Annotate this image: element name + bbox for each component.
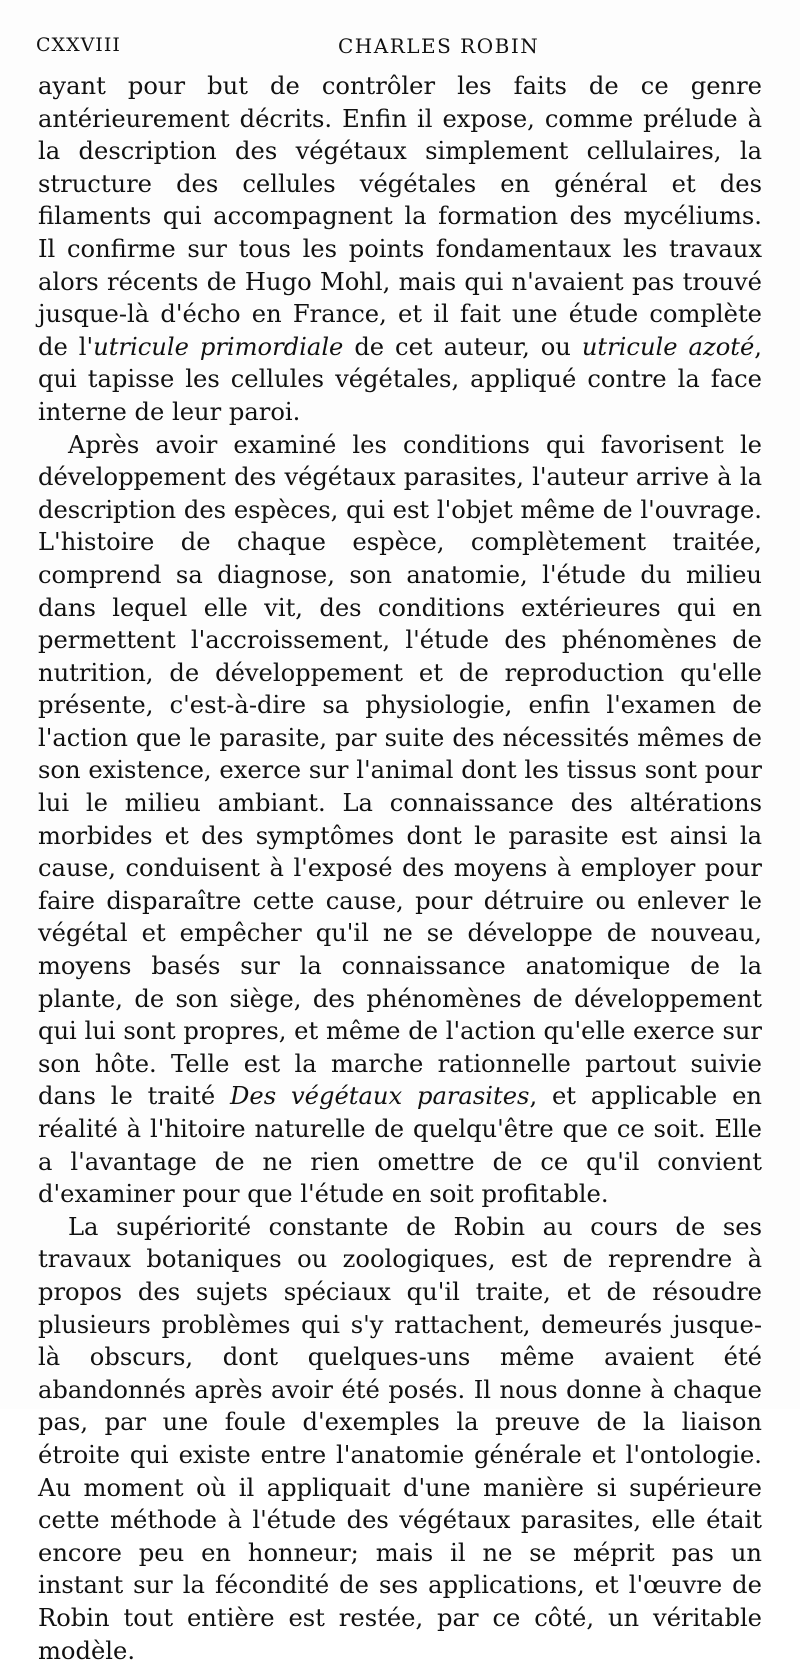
text-segment: Après avoir examiné les conditions qui favorisent le développement des végétaux parasites, l'auteur arrive à la description des espèces, qui est l'objet même de l'ouvrage. L'histoire de chaque espèce, complètement traitée, comprend sa diagnose, son anatomie, l'étude du milieu dans lequel elle vit, des conditions extérieures qui en permettent l'accroissement, l'étude des phénomènes de nutrition, de développement et de reproduction qu'elle présente, c'est-à-dire sa physiologie, enfin l'examen de l'action que le parasite, par suite des nécessités mêmes de son existence, exerce sur l'animal dont les tissus sont pour lui le milieu ambiant. La connaissance des altérations morbides et des symptômes dont le parasite est ainsi la cause, conduisent à l'exposé des moyens à employer pour faire disparaître cette cause, pour détruire ou enlever le végétal et empêcher qu'il ne se développe de nouveau, moyens basés sur la connaissance anatomique de la plante, de son siège, des phénomènes de développement qui lui sont propres, et même de l'action qu'elle exerce sur son hôte. Telle est la marche rationnelle partout suivie dans le traité [38,430,762,1111]
paragraph-2 [38,429,762,1211]
text-segment: , et applicable en réalité à l'hitoire naturelle de quelqu'être que ce soit. Elle a l'avantage de ne rien omettre de ce qu'il convient d'examiner pour que l'étude en soit profitable. [38,1082,762,1209]
page-number: CXXVIII [36,34,121,56]
body-text [38,70,762,1667]
paragraph-1 [38,70,762,429]
italic-term: utricule azoté [581,332,755,361]
paragraph-3 [38,1211,762,1667]
running-head [38,30,762,70]
italic-book-title: Des végétaux parasites [230,1082,530,1111]
text-segment: ayant pour but de contrôler les faits de ce genre antérieurement décrits. Enfin il expose, comme prélude à la description des végétaux simplement cellulaires, la structure des cellules végétales en général et des filaments qui accompagnent la formation des mycéliums. Il confirme sur tous les points fondamentaux les travaux alors récents de Hugo Mohl, mais qui n'avaient pas trouvé jusque-là d'écho en France, et il fait une étude complète de l' [38,72,762,361]
running-title: CHARLES ROBIN [338,34,540,58]
text-segment: , qui tapisse les cellules végétales, appliqué contre la face interne de leur paroi. [38,332,762,426]
italic-term: utricule primordiale [93,332,344,361]
text-segment: de cet auteur, ou [343,332,582,361]
text-segment: La supériorité constante de Robin au cours de ses travaux botaniques ou zoologiques, est de reprendre à propos des sujets spéciaux qu'il traite, et de résoudre plusieurs problèmes qui s'y rattachent, demeurés jusque-là obscurs, dont quelques-uns même avaient été abandonnés après avoir été posés. Il nous donne à chaque pas, par une foule d'exemples la preuve de la liaison étroite qui existe entre l'anatomie générale et l'ontologie. Au moment où il appliquait d'une manière si supérieure cette méthode à l'étude des végétaux parasites, elle était encore peu en honneur; mais il ne se méprit pas un instant sur la fécondité de ses applications, et l'œuvre de Robin tout entière est restée, par ce côté, un véritable modèle. [38,1212,762,1665]
